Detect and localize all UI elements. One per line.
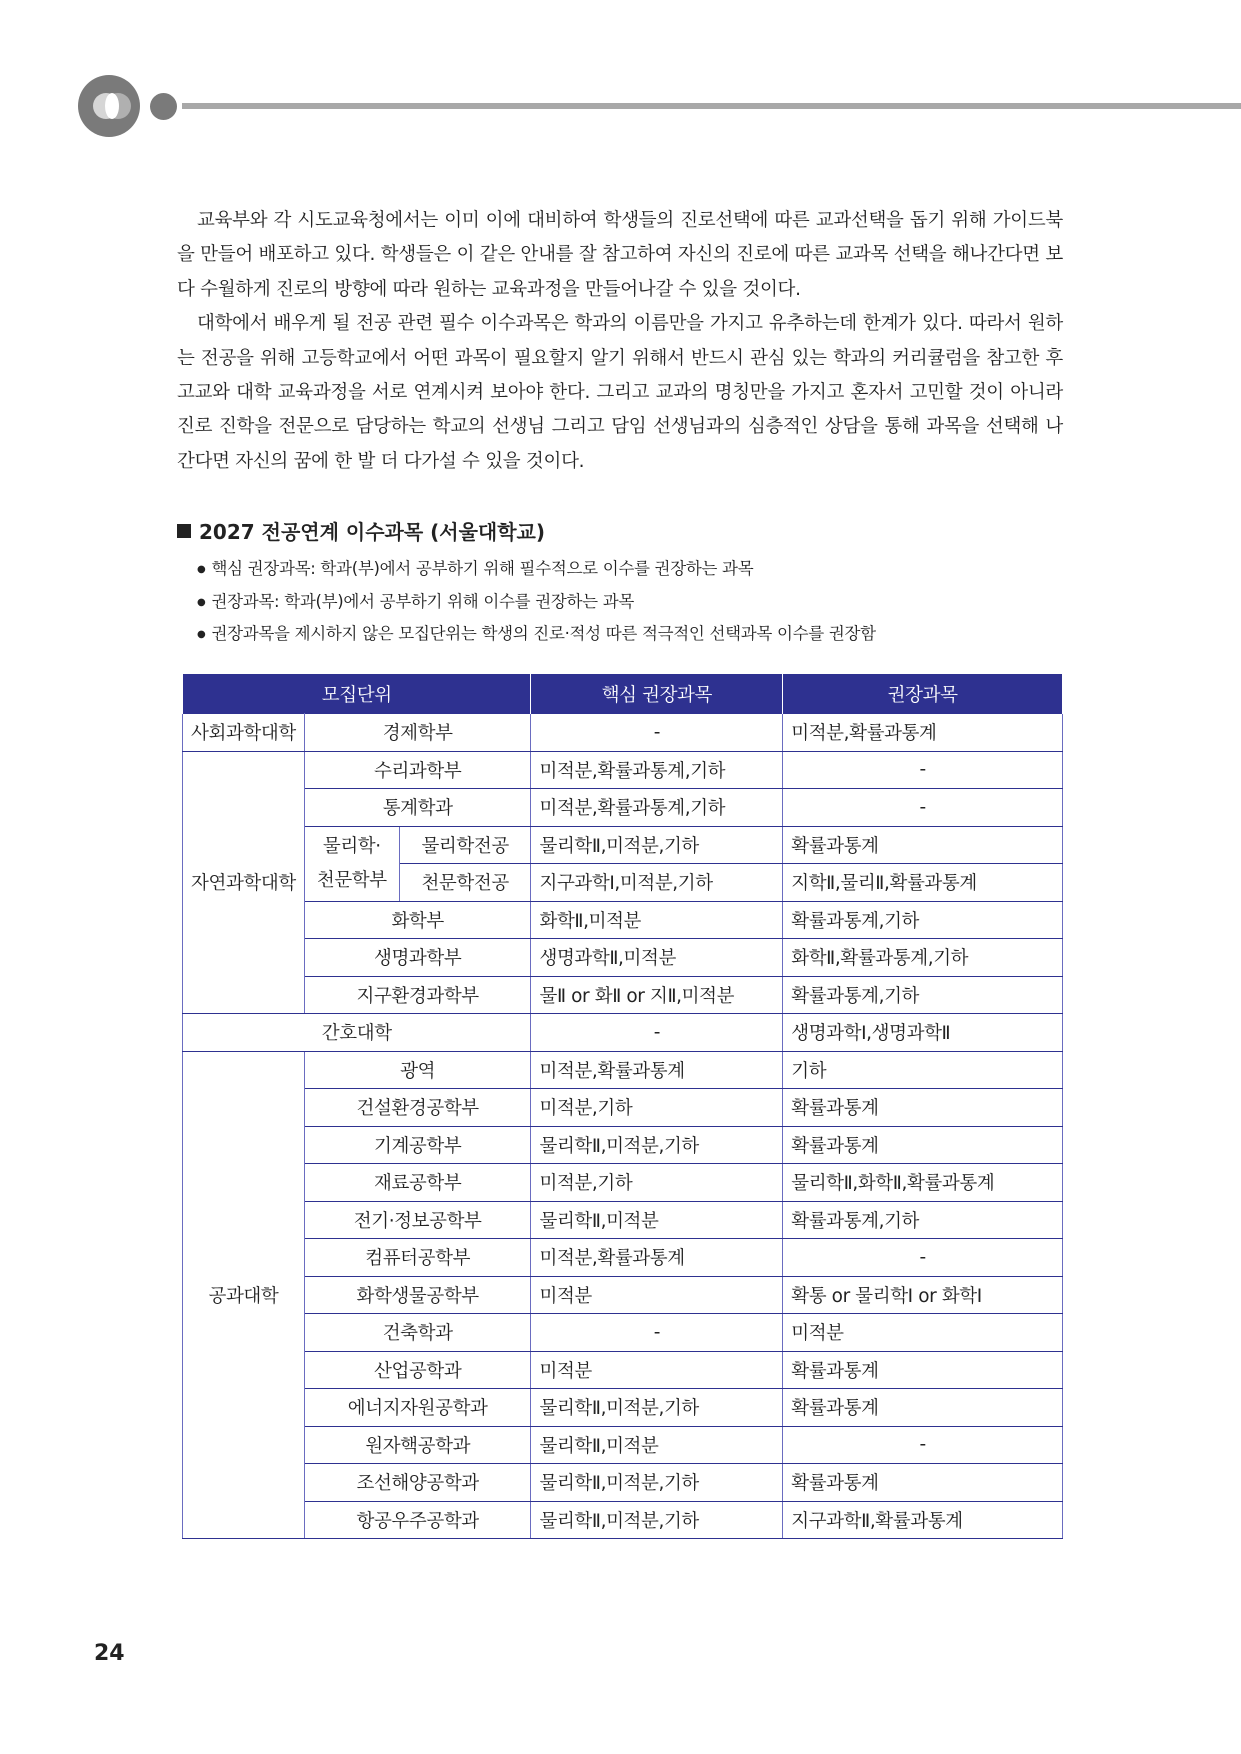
header-dot-icon (150, 93, 177, 120)
department-cell: 수리과학부 (304, 751, 531, 789)
table-row (183, 1014, 1063, 1052)
table-row (183, 789, 1063, 827)
core-course-cell: 미적분,기하 (531, 1164, 783, 1202)
table-row (183, 1351, 1063, 1389)
department-cell: 항공우주공학과 (304, 1501, 531, 1539)
department-cell: 건설환경공학부 (304, 1089, 531, 1127)
college-cell: 자연과학대학 (183, 751, 305, 1014)
recommended-course-cell: 화학Ⅱ,확률과통계,기하 (783, 939, 1063, 977)
college-cell: 간호대학 (183, 1014, 531, 1052)
department-cell: 광역 (304, 1051, 531, 1089)
department-cell: 물리학전공 (399, 826, 531, 864)
core-course-cell: 물리학Ⅱ,미적분,기하 (531, 1464, 783, 1502)
recommended-course-cell: 확통 or 물리학Ⅰ or 화학Ⅰ (783, 1276, 1063, 1314)
table-row (183, 1501, 1063, 1539)
core-course-cell: 생명과학Ⅱ,미적분 (531, 939, 783, 977)
recommended-course-cell: 물리학Ⅱ,화학Ⅱ,확률과통계 (783, 1164, 1063, 1202)
core-course-cell: 물리학Ⅱ,미적분 (531, 1201, 783, 1239)
header-core: 핵심 권장과목 (531, 675, 783, 714)
core-course-cell: 미적분,기하 (531, 1089, 783, 1127)
table-row (183, 1314, 1063, 1352)
table-row (183, 1464, 1063, 1502)
recommended-course-cell: 지학Ⅱ,물리Ⅱ,확률과통계 (783, 864, 1063, 902)
core-course-cell: 물Ⅱ or 화Ⅱ or 지Ⅱ,미적분 (531, 976, 783, 1014)
department-cell: 조선해양공학과 (304, 1464, 531, 1502)
table-header-row (183, 675, 1063, 714)
table-row (183, 901, 1063, 939)
recommended-course-cell: - (783, 751, 1063, 789)
core-course-cell: 미적분,확률과통계,기하 (531, 751, 783, 789)
core-course-cell: - (531, 1014, 783, 1052)
paragraph: 교육부와 각 시도교육청에서는 이미 이에 대비하여 학생들의 진로선택에 따른 교과선택을 돕기 위해 가이드북을 만들어 배포하고 있다. 학생들은 이 같은 안내를 잘 참고하여 자신의 진로에 따른 교과목 선택을 해나간다면 보다 수월하게 진로의 방향에 따라 원하는 교육과정을 만들어나갈 수 있을 것이다. (177, 210, 1063, 300)
header-recommended: 권장과목 (783, 675, 1063, 714)
recommended-course-cell: 미적분 (783, 1314, 1063, 1352)
table-row (183, 1051, 1063, 1089)
table-row (183, 1201, 1063, 1239)
recommended-course-cell: 확률과통계 (783, 1126, 1063, 1164)
recommended-course-cell: 확률과통계,기하 (783, 1201, 1063, 1239)
core-course-cell: 미적분 (531, 1351, 783, 1389)
core-course-cell: 물리학Ⅱ,미적분,기하 (531, 826, 783, 864)
core-course-cell: - (531, 1314, 783, 1352)
table-row (183, 1389, 1063, 1427)
chapter-logo-icon (78, 75, 140, 137)
recommended-course-cell: - (783, 1426, 1063, 1464)
recommended-course-cell: 생명과학Ⅰ,생명과학Ⅱ (783, 1014, 1063, 1052)
table-row (183, 751, 1063, 789)
department-cell: 컴퓨터공학부 (304, 1239, 531, 1277)
department-cell: 산업공학과 (304, 1351, 531, 1389)
core-course-cell: 물리학Ⅱ,미적분,기하 (531, 1501, 783, 1539)
core-course-cell: - (531, 714, 783, 752)
core-course-cell: 물리학Ⅱ,미적분,기하 (531, 1389, 783, 1427)
page-number: 24 (94, 1641, 125, 1666)
department-cell: 기계공학부 (304, 1126, 531, 1164)
recommended-course-cell: 확률과통계,기하 (783, 976, 1063, 1014)
department-cell: 원자핵공학과 (304, 1426, 531, 1464)
college-cell: 공과대학 (183, 1051, 305, 1539)
table-row (183, 1426, 1063, 1464)
department-cell: 경제학부 (304, 714, 531, 752)
core-course-cell: 물리학Ⅱ,미적분 (531, 1426, 783, 1464)
section-title: 2027 전공연계 이수과목 (서울대학교) (199, 520, 545, 544)
core-course-cell: 미적분,확률과통계 (531, 1239, 783, 1277)
department-cell: 화학생물공학부 (304, 1276, 531, 1314)
department-cell: 지구환경과학부 (304, 976, 531, 1014)
recommended-course-cell: 확률과통계 (783, 1389, 1063, 1427)
department-cell: 건축학과 (304, 1314, 531, 1352)
course-table (182, 674, 1063, 1539)
core-course-cell: 지구과학Ⅰ,미적분,기하 (531, 864, 783, 902)
recommended-course-cell: 기하 (783, 1051, 1063, 1089)
body-text (177, 204, 1063, 479)
table-row (183, 1164, 1063, 1202)
table-row (183, 826, 1063, 864)
recommended-course-cell: 확률과통계,기하 (783, 901, 1063, 939)
department-cell: 전기·정보공학부 (304, 1201, 531, 1239)
department-cell: 천문학전공 (399, 864, 531, 902)
table-row (183, 1276, 1063, 1314)
core-course-cell: 미적분 (531, 1276, 783, 1314)
recommended-course-cell: 확률과통계 (783, 1089, 1063, 1127)
bullet-item: ● 권장과목: 학과(부)에서 공부하기 위해 이수를 권장하는 과목 (197, 586, 876, 619)
bullet-list (197, 553, 876, 651)
table-row (183, 1239, 1063, 1277)
department-cell: 화학부 (304, 901, 531, 939)
college-cell: 사회과학대학 (183, 714, 305, 752)
core-course-cell: 미적분,확률과통계 (531, 1051, 783, 1089)
department-cell: 생명과학부 (304, 939, 531, 977)
department-cell: 에너지자원공학과 (304, 1389, 531, 1427)
table-row (183, 714, 1063, 752)
recommended-course-cell: 지구과학Ⅱ,확률과통계 (783, 1501, 1063, 1539)
department-cell: 재료공학부 (304, 1164, 531, 1202)
table-row (183, 976, 1063, 1014)
recommended-course-cell: 미적분,확률과통계 (783, 714, 1063, 752)
department-cell: 통계학과 (304, 789, 531, 827)
bullet-item: ● 핵심 권장과목: 학과(부)에서 공부하기 위해 필수적으로 이수를 권장하는 과목 (197, 553, 876, 586)
core-course-cell: 물리학Ⅱ,미적분,기하 (531, 1126, 783, 1164)
table-row (183, 1089, 1063, 1127)
paragraph: 대학에서 배우게 될 전공 관련 필수 이수과목은 학과의 이름만을 가지고 유추하는데 한계가 있다. 따라서 원하는 전공을 위해 고등학교에서 어떤 과목이 필요할지 알기 위해서 반드시 관심 있는 학과의 커리큘럼을 참고한 후 고교와 대학 교육과정을 서로 연계시켜 보아야 한다. 그리고 교과의 명칭만을 가지고 혼자서 고민할 것이 아니라 진로 진학을 전문으로 담당하는 학교의 선생님 그리고 담임 선생님과의 심층적인 상담을 통해 과목을 선택해 나간다면 자신의 꿈에 한 발 더 다가설 수 있을 것이다. (177, 313, 1063, 472)
square-bullet-icon (177, 524, 191, 538)
recommended-course-cell: 확률과통계 (783, 1351, 1063, 1389)
section-heading (177, 516, 545, 545)
table-row (183, 1126, 1063, 1164)
header-rule (182, 103, 1241, 109)
core-course-cell: 화학Ⅱ,미적분 (531, 901, 783, 939)
department-group-cell: 물리학· 천문학부 (304, 826, 399, 901)
recommended-course-cell: 확률과통계 (783, 826, 1063, 864)
recommended-course-cell: - (783, 1239, 1063, 1277)
table-row (183, 939, 1063, 977)
core-course-cell: 미적분,확률과통계,기하 (531, 789, 783, 827)
recommended-course-cell: - (783, 789, 1063, 827)
recommended-course-cell: 확률과통계 (783, 1464, 1063, 1502)
header-unit: 모집단위 (183, 675, 531, 714)
bullet-item: ● 권장과목을 제시하지 않은 모집단위는 학생의 진로·적성 따른 적극적인 선택과목 이수를 권장함 (197, 618, 876, 651)
